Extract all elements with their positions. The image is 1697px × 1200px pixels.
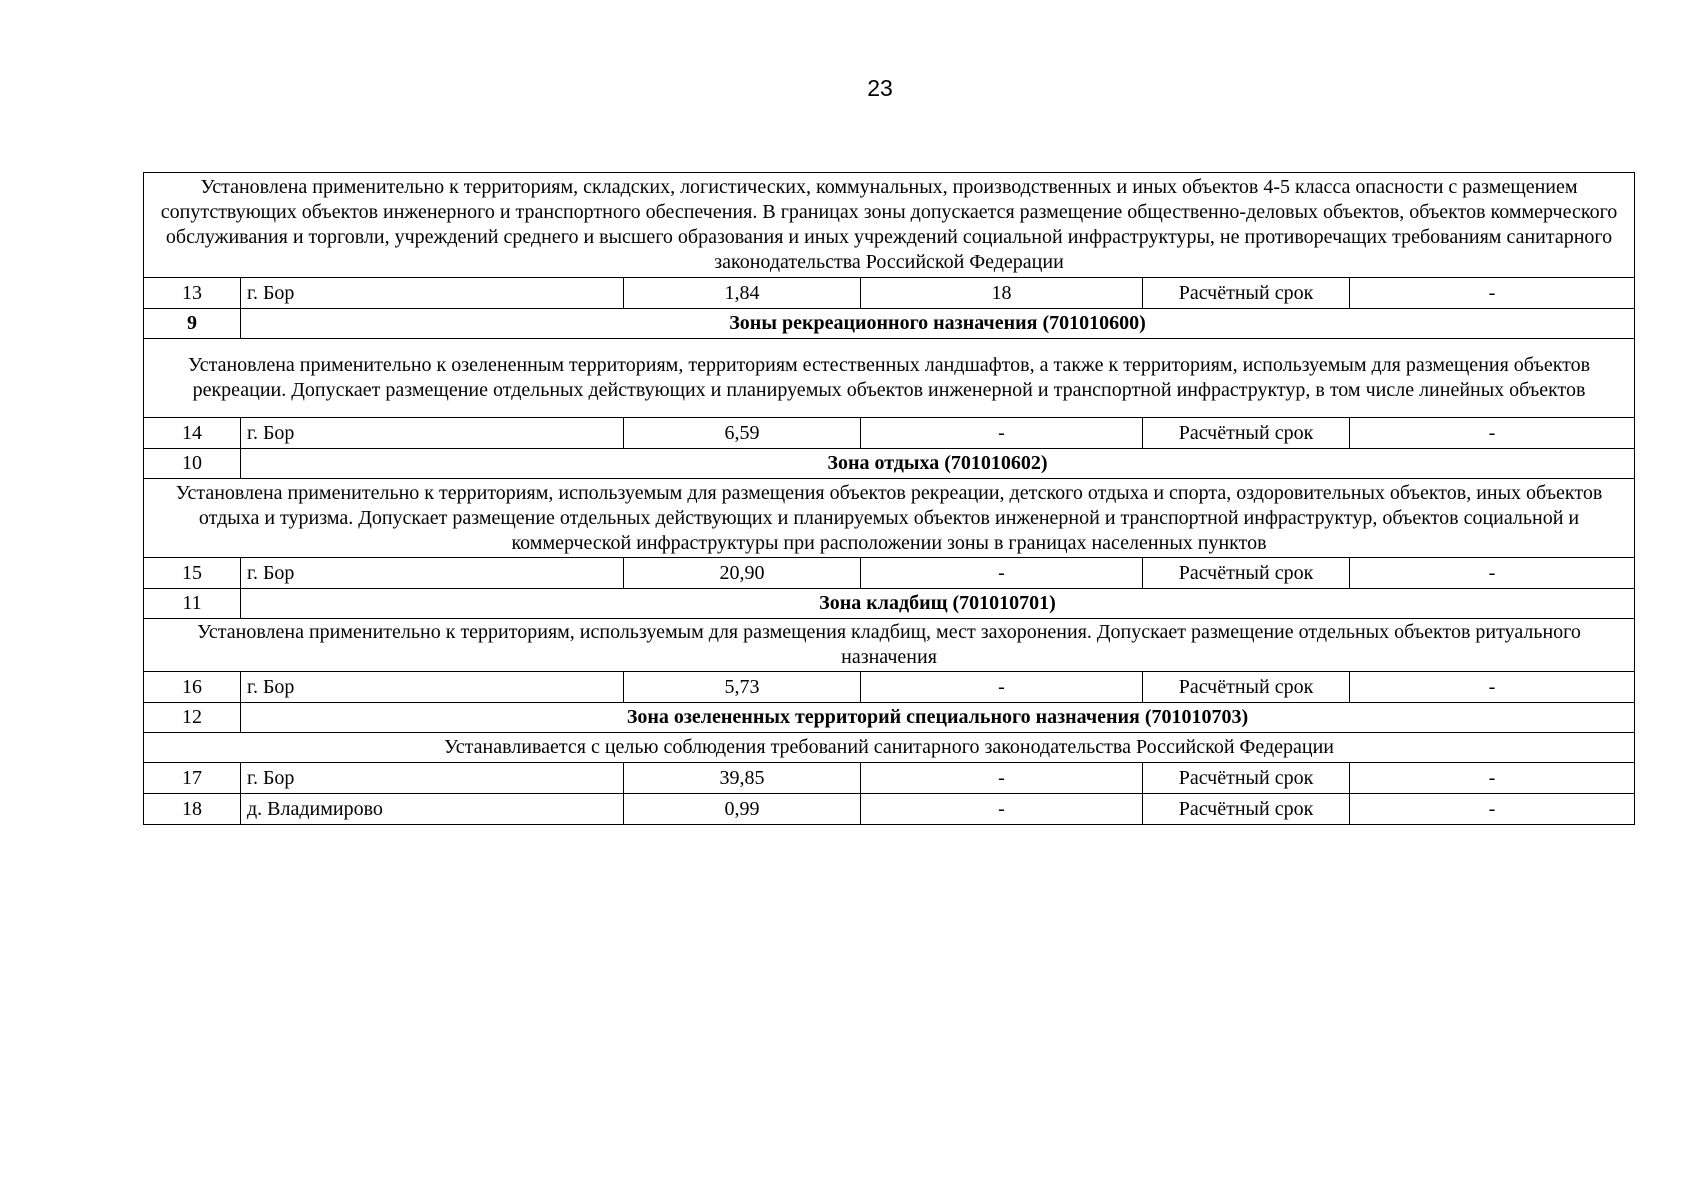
note-value: - (1350, 278, 1635, 309)
zones-table (143, 172, 1635, 825)
table-row (144, 418, 1635, 449)
area-value: 39,85 (624, 763, 861, 794)
zone-description-row (144, 339, 1635, 418)
zone-title: Зона кладбищ (701010701) (241, 589, 1635, 619)
capacity-value: - (861, 794, 1143, 825)
table-row (144, 794, 1635, 825)
area-value: 6,59 (624, 418, 861, 449)
area-value: 5,73 (624, 672, 861, 703)
settlement-name: г. Бор (241, 558, 624, 589)
implementation-term: Расчётный срок (1143, 794, 1350, 825)
implementation-term: Расчётный срок (1143, 763, 1350, 794)
note-value: - (1350, 558, 1635, 589)
row-number: 15 (144, 558, 241, 589)
capacity-value: - (861, 558, 1143, 589)
area-value: 20,90 (624, 558, 861, 589)
zone-description: Установлена применительно к озелененным территориям, территориям естественных ландшафтов, а также к территориям, используемым для размещения объектов рекреации. Допускает размещение отдельных действующих и планируемых объектов инженерной и транспортной инфраструктур, в том числе линейных объектов (144, 339, 1635, 418)
table-row (144, 763, 1635, 794)
note-value: - (1350, 763, 1635, 794)
zone-title: Зона отдыха (701010602) (241, 449, 1635, 479)
zone-description-row (144, 479, 1635, 558)
note-value: - (1350, 794, 1635, 825)
zone-title: Зона озелененных территорий специального назначения (701010703) (241, 703, 1635, 733)
zone-description: Установлена применительно к территориям, используемым для размещения объектов рекреации, детского отдыха и спорта, оздоровительных объектов, иных объектов отдыха и туризма. Допускает размещение отдельных действующих и планируемых объектов инженерной и транспортной инфраструктур, объектов социальной и коммерческой инфраструктуры при расположении зоны в границах населенных пунктов (144, 479, 1635, 558)
implementation-term: Расчётный срок (1143, 418, 1350, 449)
zone-description: Устанавливается с целью соблюдения требований санитарного законодательства Российской Федерации (144, 733, 1635, 763)
capacity-value: 18 (861, 278, 1143, 309)
settlement-name: г. Бор (241, 278, 624, 309)
zone-header-row (144, 449, 1635, 479)
area-value: 1,84 (624, 278, 861, 309)
zone-number: 10 (144, 449, 241, 479)
implementation-term: Расчётный срок (1143, 278, 1350, 309)
zone-description-row (144, 619, 1635, 672)
page-number: 23 (867, 75, 893, 101)
zone-header-row (144, 589, 1635, 619)
table-row (144, 278, 1635, 309)
row-number: 16 (144, 672, 241, 703)
table-row (144, 672, 1635, 703)
zone-description-row (144, 733, 1635, 763)
row-number: 13 (144, 278, 241, 309)
zone-number: 12 (144, 703, 241, 733)
zone-title: Зоны рекреационного назначения (701010600) (241, 309, 1635, 339)
zone-description: Установлена применительно к территориям, складских, логистических, коммунальных, производственных и иных объектов 4-5 класса опасности с размещением сопутствующих объектов инженерного и транспортного обеспечения. В границах зоны допускается размещение общественно-деловых объектов, объектов коммерческого обслуживания и торговли, учреждений среднего и высшего образования и иных учреждений социальной инфраструктуры, не противоречащих требованиям санитарного законодательства Российской Федерации (144, 173, 1635, 278)
row-number: 14 (144, 418, 241, 449)
implementation-term: Расчётный срок (1143, 672, 1350, 703)
zone-header-row (144, 309, 1635, 339)
note-value: - (1350, 672, 1635, 703)
settlement-name: г. Бор (241, 672, 624, 703)
settlement-name: г. Бор (241, 763, 624, 794)
zone-number: 9 (144, 309, 241, 339)
note-value: - (1350, 418, 1635, 449)
capacity-value: - (861, 672, 1143, 703)
zone-description: Установлена применительно к территориям, используемым для размещения кладбищ, мест захоронения. Допускает размещение отдельных объектов ритуального назначения (144, 619, 1635, 672)
table-row (144, 558, 1635, 589)
zone-header-row (144, 703, 1635, 733)
settlement-name: г. Бор (241, 418, 624, 449)
row-number: 18 (144, 794, 241, 825)
capacity-value: - (861, 763, 1143, 794)
zone-description-row (144, 173, 1635, 278)
row-number: 17 (144, 763, 241, 794)
settlement-name: д. Владимирово (241, 794, 624, 825)
area-value: 0,99 (624, 794, 861, 825)
capacity-value: - (861, 418, 1143, 449)
zone-number: 11 (144, 589, 241, 619)
implementation-term: Расчётный срок (1143, 558, 1350, 589)
